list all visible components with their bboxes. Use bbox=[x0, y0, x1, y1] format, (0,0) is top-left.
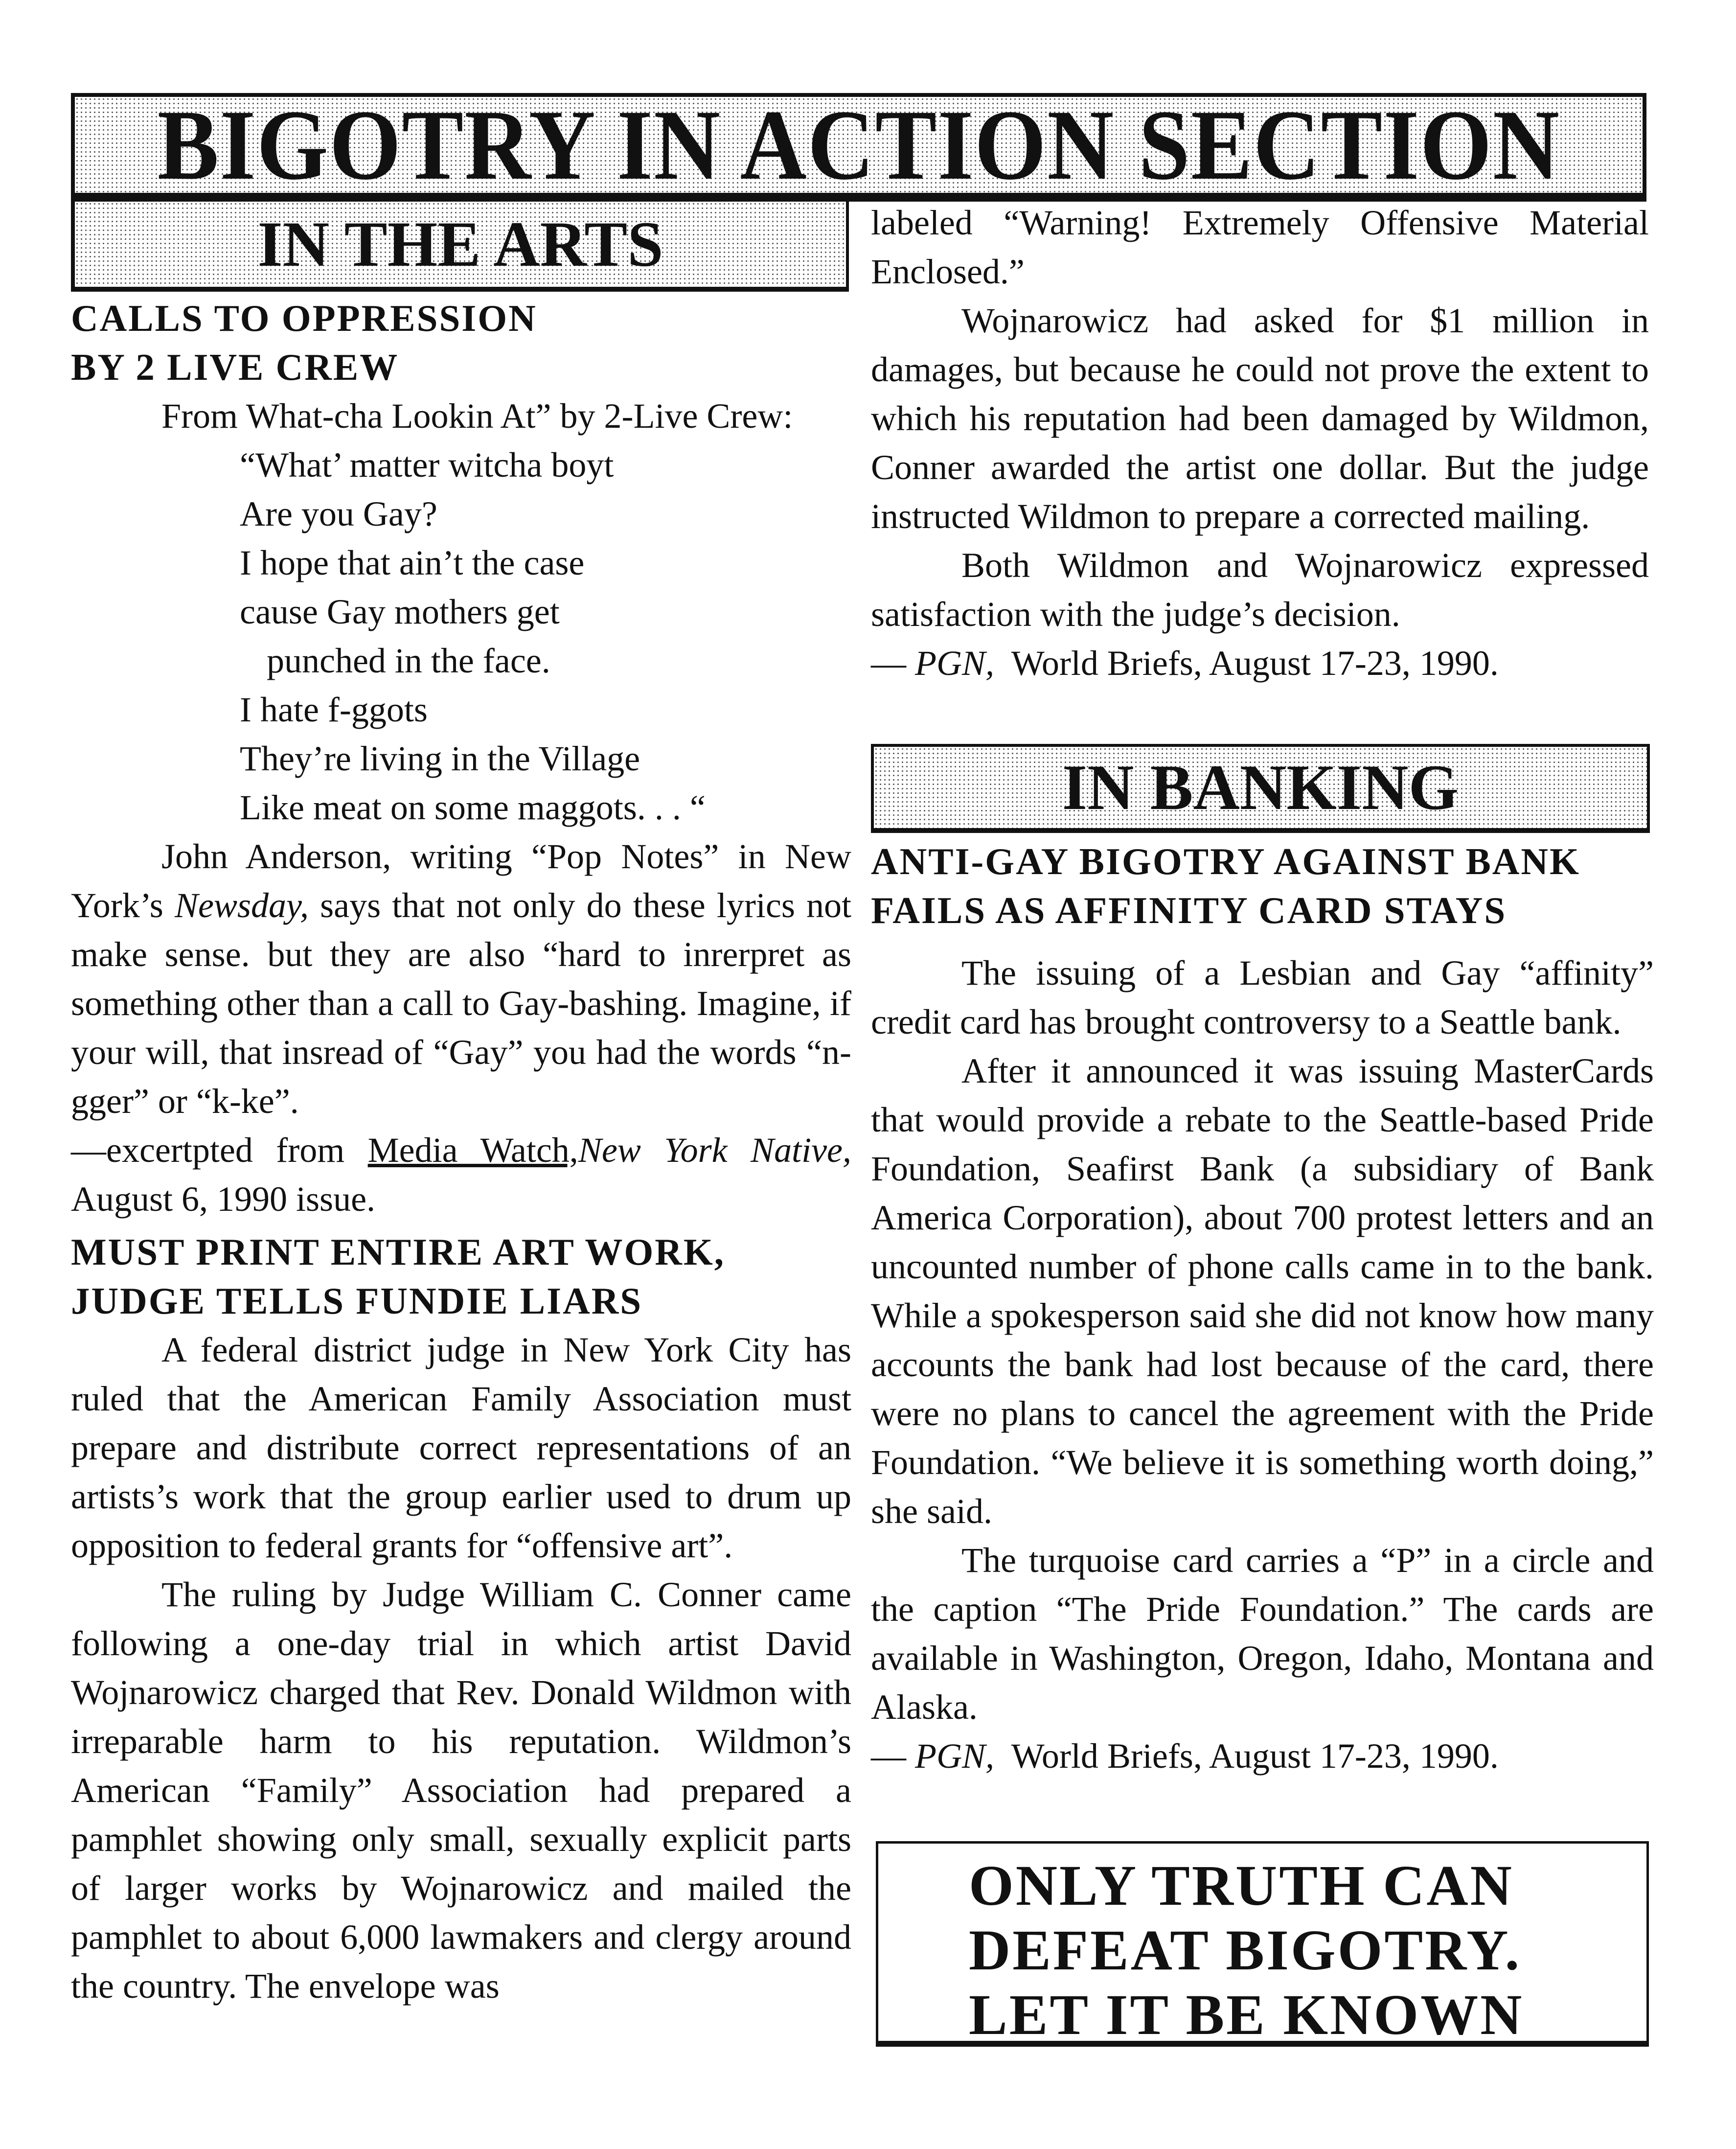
slogan-line: LET IT BE KNOWN bbox=[969, 1983, 1524, 2047]
article-paragraph: labeled “Warning! Extremely Offensive Material Enclosed.” bbox=[871, 203, 1649, 291]
article-headline: ANTI-GAY BIGOTRY AGAINST BANK bbox=[871, 840, 1580, 882]
article-paragraph: A federal district judge in New York City has ruled that the American Family Association must prepare and distribute correct representations of an artists’s work that the group earlier used to drum up opposition to federal grants for “offensive art”. bbox=[71, 1330, 851, 1565]
article-headline: BY 2 LIVE CREW bbox=[71, 346, 399, 388]
lyric-line: Like meat on some maggots. . . “ bbox=[240, 788, 706, 827]
article-paragraph: The issuing of a Lesbian and Gay “affinity” credit card has brought controversy to a Seattle bank. bbox=[871, 953, 1654, 1041]
section-header-arts bbox=[71, 202, 849, 292]
article-headline: JUDGE TELLS FUNDIE LIARS bbox=[71, 1280, 643, 1322]
page-title: BIGOTRY IN ACTION SECTION bbox=[157, 89, 1560, 201]
article-paragraph: Wojnarowicz had asked for $1 million in damages, but because he could not prove the extent to which his reputation had been damaged by Wildmon, Conner awarded the artist one dollar. But the judge instructed Wildmon to prepare a corrected mailing. bbox=[871, 301, 1649, 536]
section-title-banking: IN BANKING bbox=[1062, 751, 1459, 823]
right-column-banking bbox=[871, 837, 1654, 1780]
article-paragraph: Both Wildmon and Wojnarowicz expressed satisfaction with the judge’s decision. bbox=[871, 546, 1649, 634]
section-title-arts: IN THE ARTS bbox=[257, 208, 663, 280]
section-masthead bbox=[71, 89, 1646, 202]
article-headline: CALLS TO OPPRESSION bbox=[71, 297, 537, 339]
lyric-line: They’re living in the Village bbox=[240, 739, 640, 778]
article-paragraph: The ruling by Judge William C. Conner came following a one-day trial in which artist David Wojnarowicz charged that Rev. Donald Wildmon with irreparable harm to his reputation. Wildmon’s American “Family” Association had prepared a pamphlet showing only small, sexually explicit parts of larger works by Wojnarowicz and mailed the pamphlet to about 6,000 lawmakers and clergy around the country. The envelope was bbox=[71, 1575, 851, 2006]
lyrics-intro: From What-cha Lookin At” by 2-Live Crew: bbox=[161, 396, 793, 436]
lyric-line: punched in the face. bbox=[267, 641, 550, 680]
article-source: —excertpted from Media Watch,New York Native, August 6, 1990 issue. bbox=[71, 1131, 851, 1219]
lyric-line: I hope that ain’t the case bbox=[240, 543, 585, 582]
article-paragraph: After it announced it was issuing MasterCards that would provide a rebate to the Seattle-based Pride Foundation, Seafirst Bank (a subsidiary of Bank America Corporation), about 700 protest letters and an uncounted number of phone calls came in to the bank. While a spokesperson said she did not know how many accounts the bank had lost because of the card, there were no plans to cancel the agreement with the Pride Foundation. “We believe it is something worth doing,” she said. bbox=[871, 1051, 1654, 1531]
article-headline: FAILS AS AFFINITY CARD STAYS bbox=[871, 889, 1507, 931]
lyric-line: “What’ matter witcha boyt bbox=[240, 445, 614, 485]
lyric-line: I hate f-ggots bbox=[240, 690, 428, 729]
article-paragraph: John Anderson, writing “Pop Notes” in New York’s Newsday, says that not only do these lyrics not make sense. but they are also “hard to inrerpret as something other than a call to Gay-bashing. Imagine, if your will, that insread of “Gay” you had the words “n-gger” or “k-ke”. bbox=[71, 837, 851, 1121]
source-link: Media Watch, bbox=[367, 1131, 578, 1170]
slogan-line: ONLY TRUTH CAN bbox=[969, 1853, 1514, 1918]
left-column bbox=[71, 294, 851, 2010]
right-column-top bbox=[871, 198, 1649, 688]
article-source: — PGN, World Briefs, August 17-23, 1990. bbox=[871, 644, 1499, 683]
slogan-box bbox=[876, 1841, 1649, 2047]
publication-name: Newsday, bbox=[174, 886, 309, 925]
article-paragraph: The turquoise card carries a “P” in a circle and the caption “The Pride Foundation.” The cards are available in Washington, Oregon, Idaho, Montana and Alaska. bbox=[871, 1541, 1654, 1727]
article-source: — PGN, World Briefs, August 17-23, 1990. bbox=[871, 1736, 1499, 1776]
lyric-line: cause Gay mothers get bbox=[240, 592, 560, 631]
section-header-banking bbox=[871, 744, 1650, 833]
lyric-line: Are you Gay? bbox=[240, 494, 437, 533]
article-headline: MUST PRINT ENTIRE ART WORK, bbox=[71, 1231, 725, 1273]
slogan-line: DEFEAT BIGOTRY. bbox=[969, 1918, 1522, 1982]
